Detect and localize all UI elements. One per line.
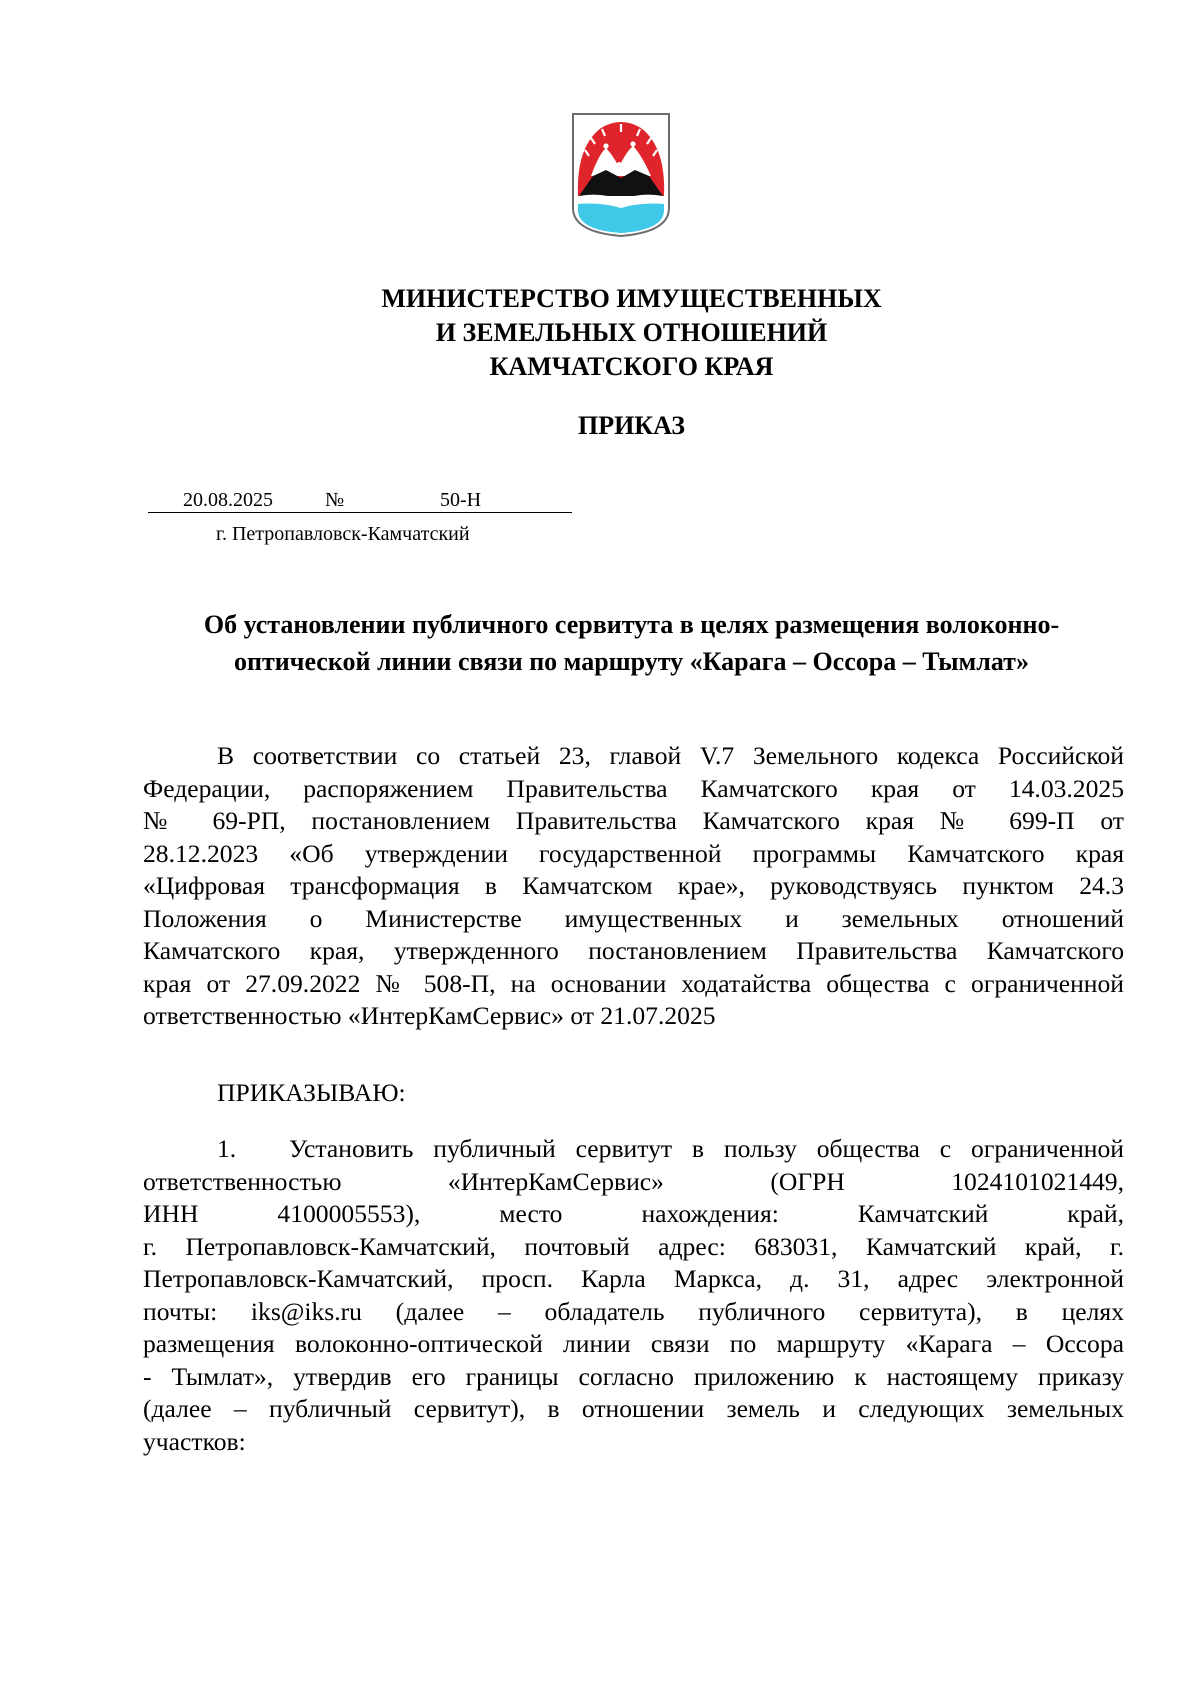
ministry-line-1: МИНИСТЕРСТВО ИМУЩЕСТВЕННЫХ (381, 284, 882, 313)
item-line: Петропавловск-Камчатский, просп. Карла Маркса, д. 31, адрес электронной (143, 1264, 1124, 1293)
subject-line-1: Об установлении публичного сервитута в целях размещения волоконно- (203, 610, 1060, 639)
preamble-line: Положения о Министерстве имущественных и земельных отношений (143, 903, 1124, 933)
ministry-line-3: КАМЧАТСКОГО КРАЯ (489, 352, 774, 381)
item-line: Установить публичный сервитут в пользу общества с ограниченной (289, 1134, 1124, 1163)
order-date: 20.08.2025 (183, 489, 273, 511)
item-line: почты: iks@iks.ru (далее – обладатель публичного сервитута), в целях (143, 1296, 1124, 1326)
city-name: г. Петропавловск-Камчатский (216, 523, 470, 545)
registration-line (148, 488, 572, 513)
ministry-line-2: И ЗЕМЕЛЬНЫХ ОТНОШЕНИЙ (435, 318, 828, 347)
ministry-name (0, 282, 1200, 384)
preamble-paragraph (143, 740, 1124, 1033)
item-1-paragraph (143, 1133, 1124, 1458)
item-line: (далее – публичный сервитут), в отношении земель и следующих земельных (143, 1394, 1124, 1423)
preamble-line: Федерации, распоряжением Правительства Камчатского края от 14.03.2025 (143, 773, 1124, 803)
order-word: ПРИКАЗЫВАЮ: (217, 1078, 406, 1107)
order-number: 50-Н (440, 489, 482, 511)
subject-line-2: оптической линии связи по маршруту «Карага – Оссора – Тымлат» (234, 647, 1029, 676)
item-line: г. Петропавловск-Камчатский, почтовый адрес: 683031, Камчатский край, г. (143, 1231, 1124, 1261)
number-sign: № (325, 489, 345, 511)
preamble-line: края от 27.09.2022 № 508-П, на основании ходатайства общества с ограниченной (143, 968, 1124, 998)
item-1-first-line (143, 1133, 1124, 1166)
preamble-line: Камчатского края, утвержденного постановлением Правительства Камчатского (143, 936, 1124, 965)
coat-of-arms-icon (571, 112, 671, 238)
item-line: - Тымлат», утвердив его границы согласно приложению к настоящему приказу (143, 1361, 1124, 1391)
preamble-line: В соответствии со статьей 23, главой V.7 Земельного кодекса Российской (217, 741, 1124, 770)
preamble-line: ответственностью «ИнтерКамСервис» от 21.07.2025 (143, 1001, 716, 1030)
item-number: 1. (217, 1134, 237, 1163)
preamble-line: № 69-РП, постановлением Правительства Камчатского края № 699-П от (143, 806, 1124, 835)
item-line: участков: (143, 1426, 246, 1456)
document-type: ПРИКАЗ (577, 411, 686, 440)
preamble-line: «Цифровая трансформация в Камчатском крае», руководствуясь пунктом 24.3 (143, 871, 1124, 900)
item-line: ответственностью «ИнтерКамСервис» (ОГРН 1024101021449, (143, 1166, 1124, 1196)
item-line: ИНН 4100005553), место нахождения: Камчатский край, (143, 1199, 1124, 1228)
preamble-line: 28.12.2023 «Об утверждении государственной программы Камчатского края (143, 838, 1124, 868)
order-subject (0, 606, 1200, 680)
item-line: размещения волоконно-оптической линии связи по маршруту «Карага – Оссора (143, 1329, 1124, 1358)
